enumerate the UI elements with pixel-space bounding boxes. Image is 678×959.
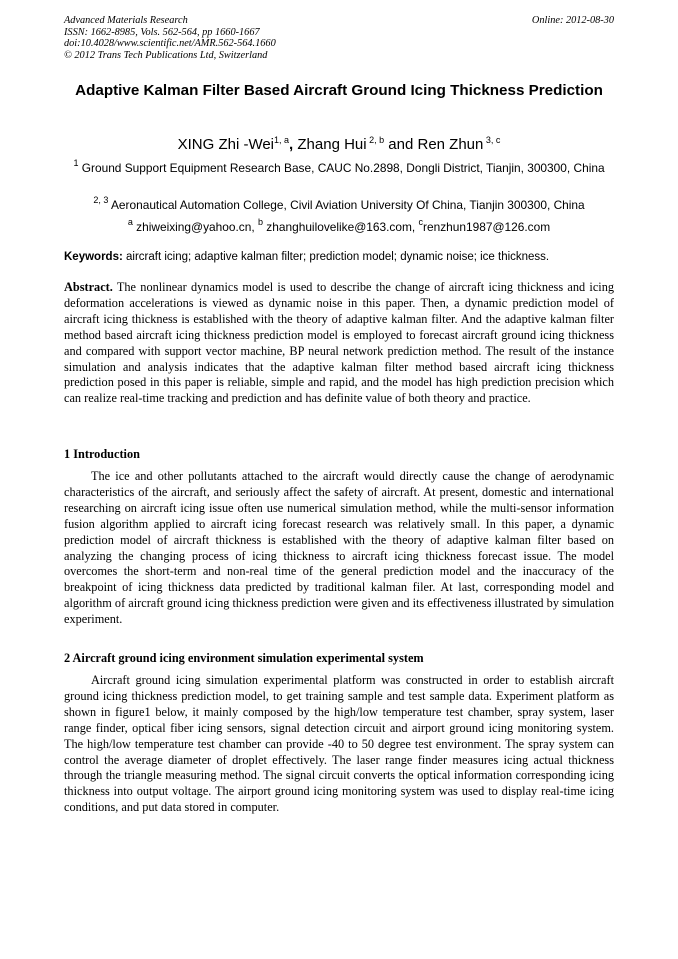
- email-b: zhanghuilovelike@163.com,: [263, 220, 419, 234]
- author-3-marker: 3, c: [483, 135, 501, 145]
- affiliation-1: [64, 155, 614, 176]
- doi-line: doi:10.4028/www.scientific.net/AMR.562-564.1660: [64, 38, 276, 49]
- keywords-text: aircraft icing; adaptive kalman filter; prediction model; dynamic noise; ice thickness.: [122, 251, 550, 263]
- section-2-paragraph: Aircraft ground icing simulation experimental platform was constructed in order to establish aircraft ground icing thickness prediction model, to get training sample and test sample data. Experiment platform as shown in figure1 below, it mainly composed by the high/low temperature test chamber, spray system, laser range finder, optical fiber icing sensors, signal detection circuit and airport ground icing monitoring system. The high/low temperature test chamber can provide -40 to 50 degree test environment. The spray system can control the average diameter of droplet effectively. The laser range finder measures icing actual thickness through the triangle measuring method. The signal circuit converts the optical information corresponding icing thickness into output voltage. The airport ground icing monitoring system was used to display real-time icing conditions, and put data stored in computer.: [64, 673, 614, 815]
- copyright-line: © 2012 Trans Tech Publications Ltd, Switzerland: [64, 49, 268, 61]
- abstract-text: The nonlinear dynamics model is used to describe the change of aircraft icing thickness and icing deformation accelerations is viewed as dynamic noise in this paper. Then, a dynamic prediction model of aircraft icing thickness is established with the theory of adaptive kalman filter. And the adaptive kalman filter method based aircraft icing thickness prediction model is employed to forecast aircraft ground icing thickness and compared with support vector machine, BP neural network prediction method. The result of the instance simulation and analysis indicates that the adaptive kalman filter method based aircraft icing thickness prediction posed in this paper is reliable, simple and rapid, and the model has high prediction precision which can realize real-time tracking and prediction and has definite value of both theory and practice.: [64, 280, 614, 406]
- author-3: Ren Zhun: [417, 136, 484, 153]
- journal-header: [64, 15, 614, 61]
- keywords-label: Keywords:: [64, 251, 123, 263]
- author-separator: ,: [289, 136, 298, 153]
- affiliation-2: [64, 192, 614, 213]
- email-a: zhiweixing@yahoo.cn,: [132, 220, 258, 234]
- email-c: renzhun1987@126.com: [423, 220, 551, 234]
- author-conjunction: and: [384, 136, 418, 153]
- email-c-marker: c: [418, 217, 424, 227]
- affiliation-1-text: Ground Support Equipment Research Base, CAUC No.2898, Dongli District, Tianjin, 300300, China: [78, 161, 605, 175]
- online-date: Online: 2012-08-30: [531, 15, 614, 26]
- author-2-marker: 2, b: [366, 135, 385, 145]
- author-1: XING Zhi -Wei: [177, 136, 275, 153]
- affiliation-2-marker: 2, 3: [93, 195, 109, 205]
- keywords: [64, 249, 614, 265]
- abstract-label: Abstract.: [64, 280, 113, 294]
- abstract: [64, 280, 614, 407]
- paper-title: Adaptive Kalman Filter Based Aircraft Ground Icing Thickness Prediction: [75, 82, 603, 99]
- author-line: [64, 130, 614, 155]
- author-1-marker: 1, a: [274, 135, 290, 145]
- issn-line: ISSN: 1662-8985, Vols. 562-564, pp 1660-1667: [64, 26, 260, 38]
- email-a-marker: a: [127, 217, 133, 227]
- section-2-heading: 2 Aircraft ground icing environment simulation experimental system: [64, 651, 424, 665]
- section-1-heading: 1 Introduction: [64, 447, 140, 461]
- email-b-marker: b: [257, 217, 263, 227]
- affiliation-1-marker: 1: [73, 158, 79, 168]
- email-line: [64, 214, 614, 235]
- affiliation-2-text: Aeronautical Automation College, Civil Aviation University Of China, Tianjin 300300, China: [108, 198, 585, 212]
- section-1-paragraph: The ice and other pollutants attached to the aircraft would directly cause the change of aerodynamic characteristics of the aircraft, and seriously affect the safety of aircraft. At present, domestic and international researching on aircraft icing issue often use numerical simulation method, while the multi-sensor information fusion algorithm applied to aircraft icing forecast research was relatively small. In this paper, a dynamic prediction model of aircraft thickness is established with the theory of adaptive kalman filter based on analyzing the changing process of icing thickness to aircraft icing thickness forecast issue. The model overcomes the short-term and non-real time of the general prediction model and the inaccuracy of the breakpoint of icing thickness data predicted by traditional kalman filer. At last, corresponding model and algorithm of aircraft ground icing thickness prediction were given and its effectiveness illustrated by simulation experiment.: [64, 469, 614, 627]
- journal-name: Advanced Materials Research: [64, 15, 188, 26]
- author-2: Zhang Hui: [297, 136, 367, 153]
